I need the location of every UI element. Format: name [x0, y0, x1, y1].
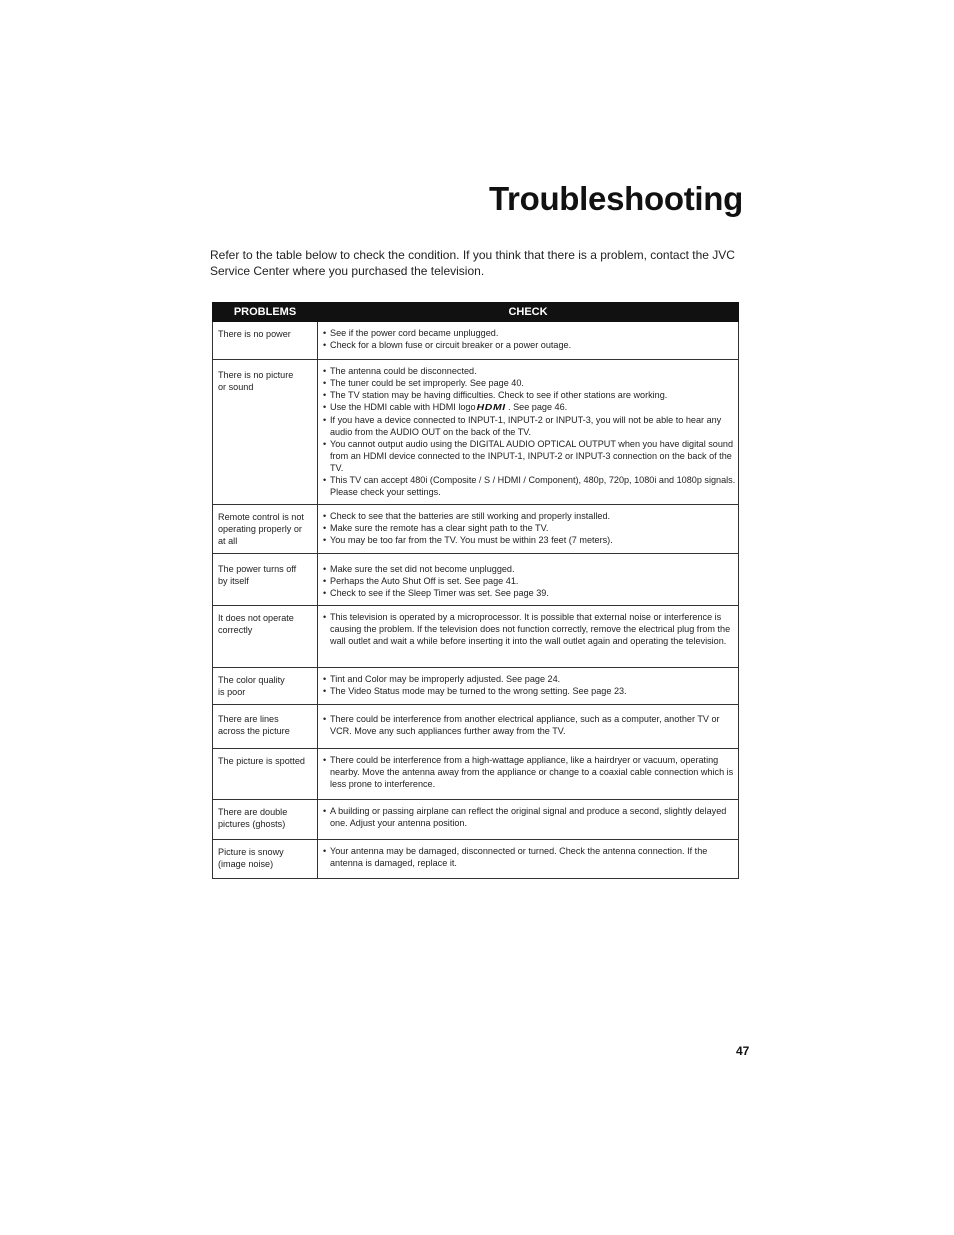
check-cell	[318, 840, 739, 879]
problem-text: The power turns off by itself	[218, 564, 297, 586]
problem-cell	[213, 840, 318, 879]
problem-cell	[213, 322, 318, 360]
table-row	[213, 606, 739, 668]
check-cell	[318, 505, 739, 554]
page-title: Troubleshooting	[489, 180, 743, 217]
problem-cell	[213, 360, 318, 505]
check-item: • Perhaps the Auto Shut Off is set. See page 41.	[323, 576, 519, 586]
table-row	[213, 322, 739, 360]
table-row	[213, 749, 739, 800]
check-item: • Check to see if the Sleep Timer was set. See page 39.	[323, 588, 549, 598]
check-item: • Tint and Color may be improperly adjusted. See page 24.	[323, 674, 561, 684]
check-item: • You cannot output audio using the DIGITAL AUDIO OPTICAL OUTPUT when you have digital sound from an HDMI device connected to the INPUT-1, INPUT-2 or INPUT-3 connection on the back of the TV.	[323, 439, 734, 473]
check-cell	[318, 749, 739, 800]
table-row	[213, 505, 739, 554]
problem-cell	[213, 668, 318, 705]
check-item: • The antenna could be disconnected.	[323, 366, 477, 376]
check-item: • You may be too far from the TV. You must be within 23 feet (7 meters).	[323, 535, 613, 545]
check-item: • This TV can accept 480i (Composite / S / HDMI / Component), 480p, 720p, 1080i and 1080p signals. Please check your settings.	[323, 475, 736, 497]
check-item: • Your antenna may be damaged, disconnected or turned. Check the antenna connection. If the antenna is damaged, replace it.	[323, 846, 708, 868]
problem-cell	[213, 554, 318, 606]
check-cell	[318, 800, 739, 840]
check-cell	[318, 554, 739, 606]
check-cell	[318, 705, 739, 749]
check-item: • See if the power cord became unplugged.	[323, 328, 499, 338]
check-item: • Check to see that the batteries are still working and properly installed.	[323, 511, 611, 521]
troubleshooting-table	[212, 302, 739, 879]
problem-text: There are double pictures (ghosts)	[218, 807, 288, 829]
check-item: • The Video Status mode may be turned to the wrong setting. See page 23.	[323, 686, 627, 696]
table-row	[213, 554, 739, 606]
hdmi-logo-icon: HDMI	[476, 403, 506, 412]
check-item: • Check for a blown fuse or circuit breaker or a power outage.	[323, 340, 572, 350]
check-cell	[318, 668, 739, 705]
problem-cell	[213, 606, 318, 668]
problem-text: Picture is snowy (image noise)	[218, 847, 284, 869]
check-item: • The tuner could be set improperly. See page 40.	[323, 378, 524, 388]
page-number: 47	[736, 1044, 750, 1058]
problem-text: Remote control is not operating properly or at all	[218, 512, 304, 546]
check-item: • Make sure the set did not become unplugged.	[323, 564, 515, 574]
table-row	[213, 360, 739, 505]
problem-text: There is no power	[218, 329, 291, 339]
check-cell	[318, 322, 739, 360]
check-item: • If you have a device connected to INPUT-1, INPUT-2 or INPUT-3, you will not be able to hear any audio from the AUDIO OUT on the back of the TV.	[323, 415, 722, 437]
check-item: • The TV station may be having difficulties. Check to see if other stations are working.	[323, 390, 668, 400]
check-item: • Make sure the remote has a clear sight path to the TV.	[323, 523, 549, 533]
problem-text: There are lines across the picture	[218, 714, 290, 736]
table-row	[213, 800, 739, 840]
intro-text: Refer to the table below to check the condition. If you think that there is a problem, contact the JVC Service Center where you purchased the television.	[210, 248, 735, 278]
problem-text: The color quality is poor	[218, 675, 285, 697]
problem-text: It does not operate correctly	[218, 613, 294, 635]
problems-header: PROBLEMS	[213, 303, 318, 322]
problem-text: There is no picture or sound	[218, 370, 294, 392]
problem-cell	[213, 749, 318, 800]
check-header: CHECK	[318, 303, 739, 322]
check-cell	[318, 360, 739, 505]
check-item: • There could be interference from another electrical appliance, such as a computer, another TV or VCR. Move any such appliances further away from the TV.	[323, 714, 720, 736]
check-item: • This television is operated by a microprocessor. It is possible that external noise or interference is causing the problem. If the television does not function correctly, remove the electrical plug from the wall outlet and wait a while before inserting it into the wall outlet again and operating the television.	[323, 612, 731, 646]
problem-cell	[213, 705, 318, 749]
table-header-row	[213, 303, 739, 322]
check-item: • A building or passing airplane can reflect the original signal and produce a second, slightly delayed one. Adjust your antenna position.	[323, 806, 727, 828]
problem-cell	[213, 800, 318, 840]
check-cell	[318, 606, 739, 668]
table-row	[213, 668, 739, 705]
check-item: • There could be interference from a high-wattage appliance, like a hairdryer or vacuum, operating nearby. Move the antenna away from the appliance or change to a coaxial cable connection which is less prone to interference.	[323, 755, 734, 789]
table-row	[213, 705, 739, 749]
problem-cell	[213, 505, 318, 554]
table-row	[213, 840, 739, 879]
check-item: • Use the HDMI cable with HDMI logoHDMI . See page 46.	[323, 402, 568, 412]
problem-text: The picture is spotted	[218, 756, 305, 766]
